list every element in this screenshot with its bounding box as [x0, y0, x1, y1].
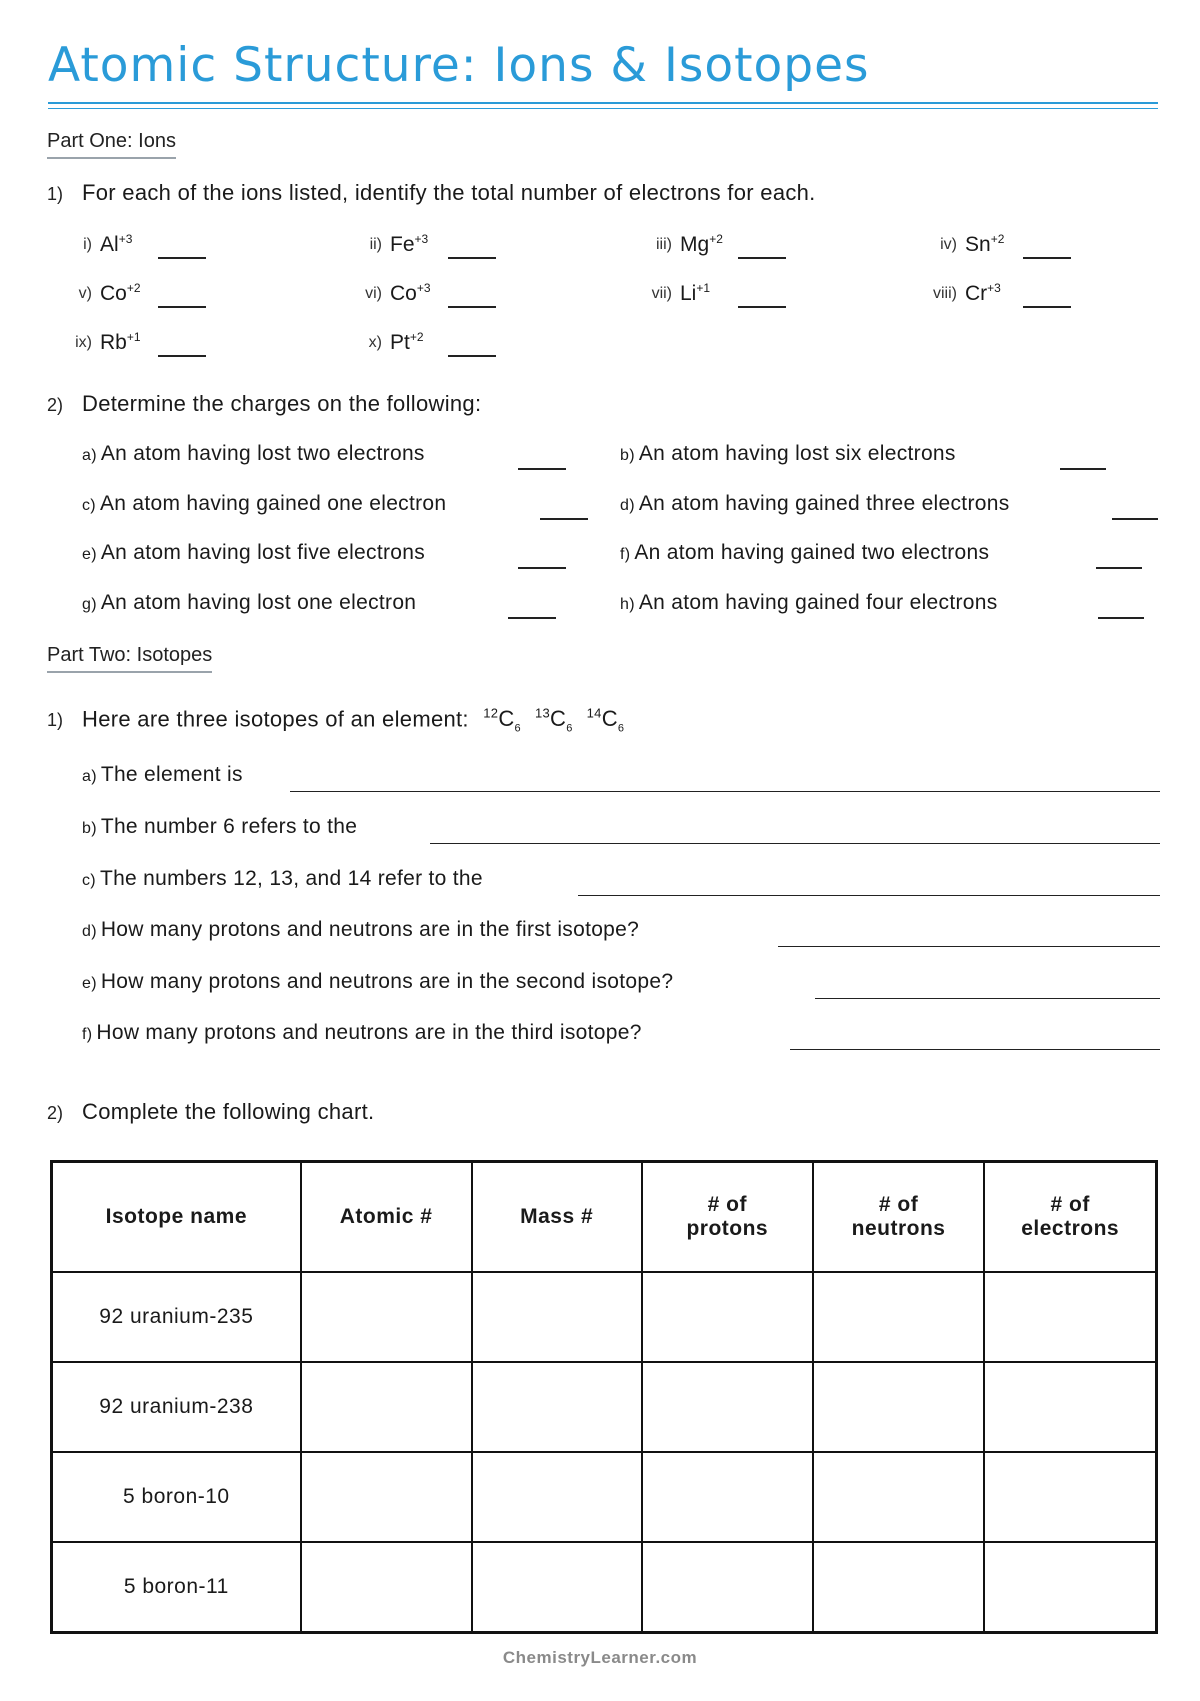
ion-symbol: Sn: [965, 233, 991, 256]
column-header-line: Mass #: [520, 1205, 594, 1228]
item-text: An atom having lost five electrons: [100, 541, 426, 564]
item-letter: f): [82, 1026, 93, 1043]
item-letter: d): [620, 497, 635, 514]
item-letter: c): [82, 872, 96, 889]
ion-item: [905, 232, 1175, 266]
column-header-line: # of: [878, 1193, 919, 1216]
answer-cell[interactable]: [813, 1272, 985, 1362]
isotope-question: [82, 1021, 642, 1045]
answer-cell[interactable]: [301, 1452, 472, 1542]
element-symbol: C: [601, 706, 618, 732]
ion-item: [330, 232, 600, 266]
isotope-question: [82, 815, 357, 839]
ion-symbol: Li: [680, 282, 697, 305]
isotope-chart: [50, 1160, 1158, 1634]
mass-number: 14: [586, 706, 602, 721]
ion-formula: [680, 232, 723, 257]
table-row: [52, 1272, 1157, 1362]
answer-line[interactable]: [778, 946, 1160, 947]
roman-numeral: vii): [651, 285, 672, 302]
answer-cell[interactable]: [813, 1542, 985, 1633]
ion-formula: [390, 281, 431, 306]
charge-item: [620, 591, 998, 615]
answer-cell[interactable]: [301, 1362, 472, 1452]
roman-numeral: i): [83, 236, 92, 253]
isotope-name-cell: 92 uranium-235: [52, 1272, 301, 1362]
ion-formula: [100, 330, 141, 355]
answer-blank[interactable]: [518, 468, 566, 470]
answer-blank[interactable]: [540, 518, 588, 520]
answer-blank[interactable]: [518, 567, 566, 569]
item-text: The element is: [100, 763, 243, 786]
ion-symbol: Pt: [390, 331, 410, 354]
answer-blank[interactable]: [1023, 306, 1071, 308]
answer-cell[interactable]: [472, 1362, 642, 1452]
answer-cell[interactable]: [642, 1272, 813, 1362]
ion-item: [40, 232, 310, 266]
item-text: How many protons and neutrons are in the second isotope?: [100, 970, 674, 993]
answer-cell[interactable]: [813, 1362, 985, 1452]
ion-charge: +2: [709, 232, 723, 246]
ion-symbol: Al: [100, 233, 119, 256]
ion-formula: [390, 330, 424, 355]
isotope-question: [82, 970, 673, 994]
answer-blank[interactable]: [508, 617, 556, 619]
answer-blank[interactable]: [1112, 518, 1158, 520]
column-header: [984, 1162, 1156, 1273]
column-header-line: protons: [686, 1217, 769, 1240]
item-text: An atom having gained four electrons: [638, 591, 998, 614]
answer-cell[interactable]: [301, 1542, 472, 1633]
element-symbol: C: [498, 706, 515, 732]
roman-numeral: x): [368, 334, 382, 351]
column-header-line: Isotope name: [105, 1205, 248, 1228]
answer-cell[interactable]: [642, 1362, 813, 1452]
ion-symbol: Rb: [100, 331, 127, 354]
table-row: [52, 1542, 1157, 1633]
atomic-number: 6: [617, 722, 625, 735]
charge-item: [82, 591, 416, 615]
ion-charge: +2: [126, 281, 141, 295]
ion-charge: +1: [696, 281, 711, 295]
answer-cell[interactable]: [984, 1272, 1156, 1362]
item-text: An atom having gained three electrons: [638, 492, 1010, 515]
question-text: [82, 706, 638, 735]
answer-line[interactable]: [815, 998, 1160, 999]
ion-item: [905, 281, 1175, 315]
ion-formula: [680, 281, 710, 306]
ion-charge: +2: [990, 232, 1005, 246]
item-letter: c): [82, 497, 96, 514]
atomic-number: 6: [514, 722, 521, 735]
answer-blank[interactable]: [1023, 257, 1071, 259]
isotope-name-cell: 5 boron-10: [52, 1452, 301, 1542]
roman-numeral: iv): [940, 236, 957, 253]
chart-body: [52, 1272, 1157, 1633]
item-text: An atom having lost six electrons: [638, 442, 956, 465]
ion-formula: [100, 281, 141, 306]
isotope-name-cell: 5 boron-11: [52, 1542, 301, 1633]
ion-formula: [965, 232, 1004, 257]
ion-charge: +3: [416, 281, 431, 295]
isotope-question-label: Here are three isotopes of an element:: [82, 706, 469, 732]
answer-blank[interactable]: [1060, 468, 1106, 470]
isotope-question: [82, 763, 243, 787]
question-number: 1): [47, 710, 64, 730]
answer-blank[interactable]: [738, 306, 786, 308]
column-header-line: electrons: [1021, 1217, 1120, 1240]
part-two-heading: Part Two: Isotopes: [47, 644, 212, 673]
isotope-notation-list: [483, 706, 638, 735]
ion-item: [330, 330, 600, 364]
column-header-line: # of: [707, 1193, 747, 1216]
answer-cell[interactable]: [984, 1542, 1156, 1633]
roman-numeral: viii): [933, 285, 957, 302]
answer-blank[interactable]: [1096, 567, 1142, 569]
question-text: Complete the following chart.: [82, 1099, 375, 1124]
ion-item: [620, 232, 890, 266]
charge-item: [82, 492, 446, 516]
ion-charge: +1: [126, 330, 141, 344]
ion-symbol: Fe: [390, 233, 415, 256]
answer-line[interactable]: [578, 895, 1160, 896]
chart-header-row: [52, 1162, 1157, 1273]
item-text: How many protons and neutrons are in the third isotope?: [96, 1021, 642, 1044]
column-header: [472, 1162, 642, 1273]
answer-blank[interactable]: [448, 257, 496, 259]
title-rule-thin: [48, 108, 1158, 109]
isotope-notation: [534, 706, 573, 735]
isotope-question: [82, 918, 639, 942]
ion-formula: [965, 281, 1001, 306]
question-text: For each of the ions listed, identify the total number of electrons for each.: [82, 180, 816, 205]
column-header-line: Atomic #: [339, 1205, 433, 1228]
column-header: [52, 1162, 301, 1273]
item-letter: e): [82, 975, 97, 992]
ion-formula: [100, 232, 132, 257]
answer-cell[interactable]: [984, 1362, 1156, 1452]
item-text: An atom having gained one electron: [99, 492, 447, 515]
item-text: An atom having lost one electron: [100, 591, 417, 614]
ion-charge: +3: [414, 232, 429, 246]
title-rule: [48, 102, 1158, 104]
atomic-number: 6: [566, 722, 573, 735]
item-letter: f): [620, 546, 631, 563]
answer-line[interactable]: [790, 1049, 1160, 1050]
ion-charge: +3: [118, 232, 133, 246]
question-number: 2): [47, 1103, 64, 1123]
charge-item: [620, 541, 989, 565]
ion-charge: +3: [987, 281, 1001, 295]
column-header: [301, 1162, 472, 1273]
item-letter: a): [82, 447, 97, 464]
question-text: Determine the charges on the following:: [82, 391, 482, 416]
charge-item: [620, 442, 956, 466]
roman-numeral: iii): [656, 236, 672, 253]
item-text: The numbers 12, 13, and 14 refer to the: [99, 867, 483, 890]
question-number: 1): [47, 184, 64, 204]
mass-number: 13: [534, 706, 551, 721]
ion-formula: [390, 232, 428, 257]
isotope-notation: [483, 706, 521, 735]
answer-blank[interactable]: [738, 257, 786, 259]
roman-numeral: ix): [75, 334, 92, 351]
mass-number: 12: [483, 706, 499, 721]
page-title: Atomic Structure: Ions & Isotopes: [48, 38, 870, 93]
ion-item: [40, 330, 310, 364]
answer-cell[interactable]: [301, 1272, 472, 1362]
answer-blank[interactable]: [158, 306, 206, 308]
table-row: [52, 1452, 1157, 1542]
item-letter: e): [82, 546, 97, 563]
isotope-question: [82, 867, 483, 891]
item-text: An atom having lost two electrons: [100, 442, 425, 465]
footer-brand: ChemistryLearner.com: [502, 1648, 698, 1667]
ion-charge: +2: [409, 330, 424, 344]
answer-blank[interactable]: [448, 306, 496, 308]
item-letter: d): [82, 923, 97, 940]
roman-numeral: v): [78, 285, 92, 302]
element-symbol: C: [550, 706, 567, 732]
ion-symbol: Co: [390, 282, 417, 305]
item-text: How many protons and neutrons are in the first isotope?: [100, 918, 640, 941]
table-row: [52, 1362, 1157, 1452]
item-text: An atom having gained two electrons: [634, 541, 990, 564]
answer-cell[interactable]: [642, 1452, 813, 1542]
answer-line[interactable]: [430, 843, 1160, 844]
answer-cell[interactable]: [472, 1542, 642, 1633]
answer-cell[interactable]: [984, 1452, 1156, 1542]
answer-blank[interactable]: [448, 355, 496, 357]
part-one-heading: Part One: Ions: [47, 130, 176, 159]
ion-symbol: Mg: [680, 233, 710, 256]
column-header-line: # of: [1050, 1193, 1090, 1216]
charge-item: [620, 492, 1010, 516]
charge-item: [82, 541, 425, 565]
ion-symbol: Cr: [965, 282, 988, 305]
item-letter: b): [82, 820, 97, 837]
answer-cell[interactable]: [642, 1542, 813, 1633]
answer-cell[interactable]: [472, 1272, 642, 1362]
ion-item: [330, 281, 600, 315]
isotope-notation: [586, 706, 625, 735]
roman-numeral: ii): [369, 236, 382, 253]
answer-blank[interactable]: [1098, 617, 1144, 619]
ion-symbol: Co: [100, 282, 127, 305]
item-letter: a): [82, 768, 97, 785]
answer-cell[interactable]: [472, 1452, 642, 1542]
question-number: 2): [47, 395, 64, 415]
item-letter: h): [620, 596, 635, 613]
column-header-line: neutrons: [851, 1217, 946, 1240]
column-header: [813, 1162, 985, 1273]
ion-item: [40, 281, 310, 315]
item-letter: g): [82, 596, 97, 613]
answer-blank[interactable]: [158, 257, 206, 259]
charge-item: [82, 442, 425, 466]
ion-item: [620, 281, 890, 315]
answer-cell[interactable]: [813, 1452, 985, 1542]
item-letter: b): [620, 447, 635, 464]
answer-blank[interactable]: [158, 355, 206, 357]
answer-line[interactable]: [290, 791, 1160, 792]
roman-numeral: vi): [365, 285, 382, 302]
isotope-name-cell: 92 uranium-238: [52, 1362, 301, 1452]
item-text: The number 6 refers to the: [100, 815, 358, 838]
column-header: [642, 1162, 813, 1273]
